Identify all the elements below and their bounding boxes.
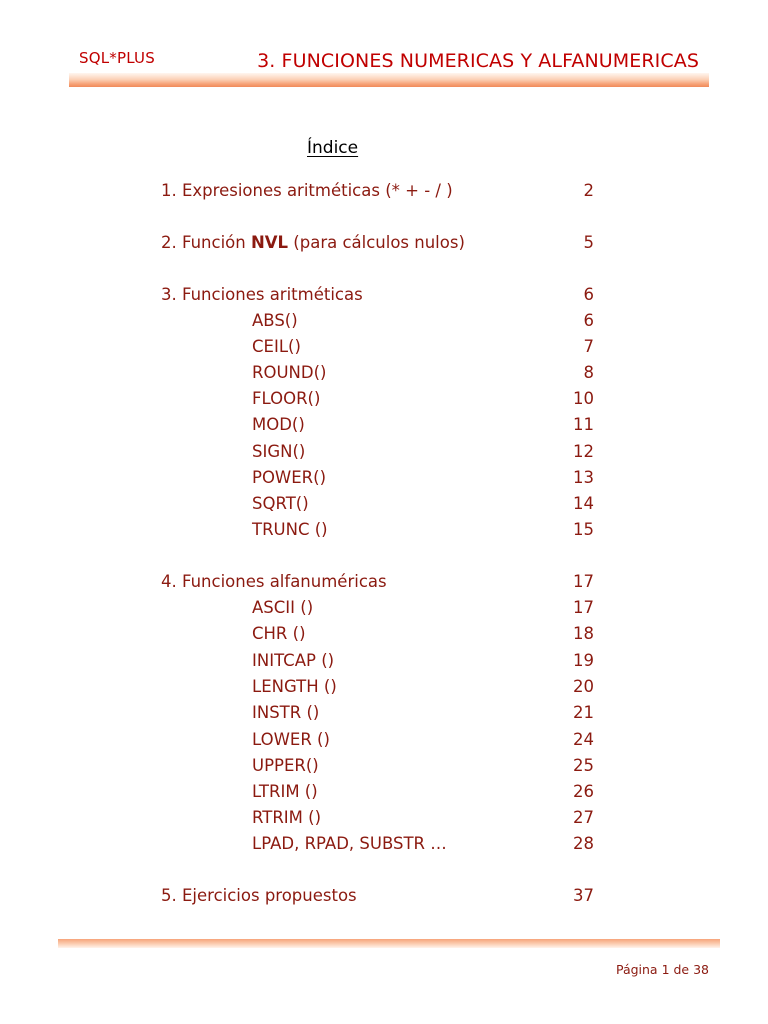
toc-item[interactable] (0, 388, 768, 410)
toc-item-label: UPPER() (252, 756, 319, 775)
toc-item-label: POWER() (252, 468, 327, 487)
toc-item-label: LOWER () (252, 730, 330, 749)
toc-item[interactable] (0, 676, 768, 698)
toc-item[interactable] (0, 597, 768, 619)
toc-section-label: 3. Funciones aritméticas (161, 285, 363, 304)
toc-item[interactable] (0, 493, 768, 515)
toc-item[interactable] (0, 519, 768, 541)
index-title: Índice (307, 138, 359, 158)
toc-label-part: 2. Función (161, 233, 251, 252)
toc-item-label: LTRIM () (252, 782, 318, 801)
toc-item[interactable] (0, 833, 768, 855)
toc-item-label: FLOOR() (252, 389, 321, 408)
toc-section-4[interactable] (0, 571, 768, 593)
toc-page-number: 10 (573, 389, 594, 408)
toc-item-label: ROUND() (252, 363, 327, 382)
toc-section-label: 1. Expresiones aritméticas (* + - / ) (161, 181, 453, 200)
toc-page-number: 26 (573, 782, 594, 801)
toc-page-number: 20 (573, 677, 594, 696)
toc-page-number: 6 (583, 285, 594, 304)
toc-item[interactable] (0, 310, 768, 332)
toc-item[interactable] (0, 414, 768, 436)
toc-page-number: 28 (573, 834, 594, 853)
toc-item[interactable] (0, 650, 768, 672)
toc-page-number: 2 (583, 181, 594, 200)
toc-page-number: 5 (583, 233, 594, 252)
toc-page-number: 15 (573, 520, 594, 539)
toc-item[interactable] (0, 623, 768, 645)
toc-item[interactable] (0, 441, 768, 463)
toc-page-number: 7 (583, 337, 594, 356)
toc-page-number: 12 (573, 442, 594, 461)
toc-page-number: 17 (573, 572, 594, 591)
page-counter: Página 1 de 38 (615, 962, 709, 977)
toc-item[interactable] (0, 467, 768, 489)
toc-section-label: 4. Funciones alfanuméricas (161, 572, 387, 591)
toc-item-label: CHR () (252, 624, 306, 643)
toc-page-number: 17 (573, 598, 594, 617)
toc-item[interactable] (0, 781, 768, 803)
toc-item-label: ASCII () (252, 598, 314, 617)
toc-item[interactable] (0, 807, 768, 829)
toc-item-label: SIGN() (252, 442, 306, 461)
toc-page-number: 18 (573, 624, 594, 643)
toc-page-number: 27 (573, 808, 594, 827)
toc-label-part: (para cálculos nulos) (288, 233, 465, 252)
header-left-label: SQL*PLUS (79, 49, 155, 67)
toc-item[interactable] (0, 755, 768, 777)
toc-page-number: 25 (573, 756, 594, 775)
toc-section-3[interactable] (0, 284, 768, 306)
toc-item-label: TRUNC () (252, 520, 328, 539)
toc-page-number: 14 (573, 494, 594, 513)
toc-item-label: INSTR () (252, 703, 320, 722)
toc-page-number: 37 (573, 886, 594, 905)
toc-item[interactable] (0, 729, 768, 751)
toc-page-number: 24 (573, 730, 594, 749)
toc-item[interactable] (0, 702, 768, 724)
toc-label-bold-nvl: NVL (250, 233, 289, 252)
toc-item-label: LPAD, RPAD, SUBSTR … (252, 834, 447, 853)
toc-item-label: ABS() (252, 311, 298, 330)
toc-item-label: LENGTH () (252, 677, 337, 696)
toc-item-label: MOD() (252, 415, 305, 434)
toc-page-number: 8 (583, 363, 594, 382)
toc-section-label (161, 232, 465, 254)
toc-item-label: RTRIM () (252, 808, 322, 827)
toc-item-label: SQRT() (252, 494, 309, 513)
footer-divider (58, 939, 720, 948)
toc-section-5[interactable] (0, 885, 768, 907)
toc-item-label: INITCAP () (252, 651, 335, 670)
toc-page-number: 21 (573, 703, 594, 722)
toc-item[interactable] (0, 362, 768, 384)
toc-item-label: CEIL() (252, 337, 301, 356)
toc-section-label: 5. Ejercicios propuestos (161, 886, 357, 905)
toc-section-2[interactable] (0, 232, 768, 254)
toc-page-number: 13 (573, 468, 594, 487)
toc-page-number: 6 (583, 311, 594, 330)
toc-page-number: 19 (573, 651, 594, 670)
toc-page-number: 11 (573, 415, 594, 434)
toc-item[interactable] (0, 336, 768, 358)
document-title: 3. FUNCIONES NUMERICAS Y ALFANUMERICAS (257, 50, 699, 72)
toc-section-1[interactable] (0, 180, 768, 202)
